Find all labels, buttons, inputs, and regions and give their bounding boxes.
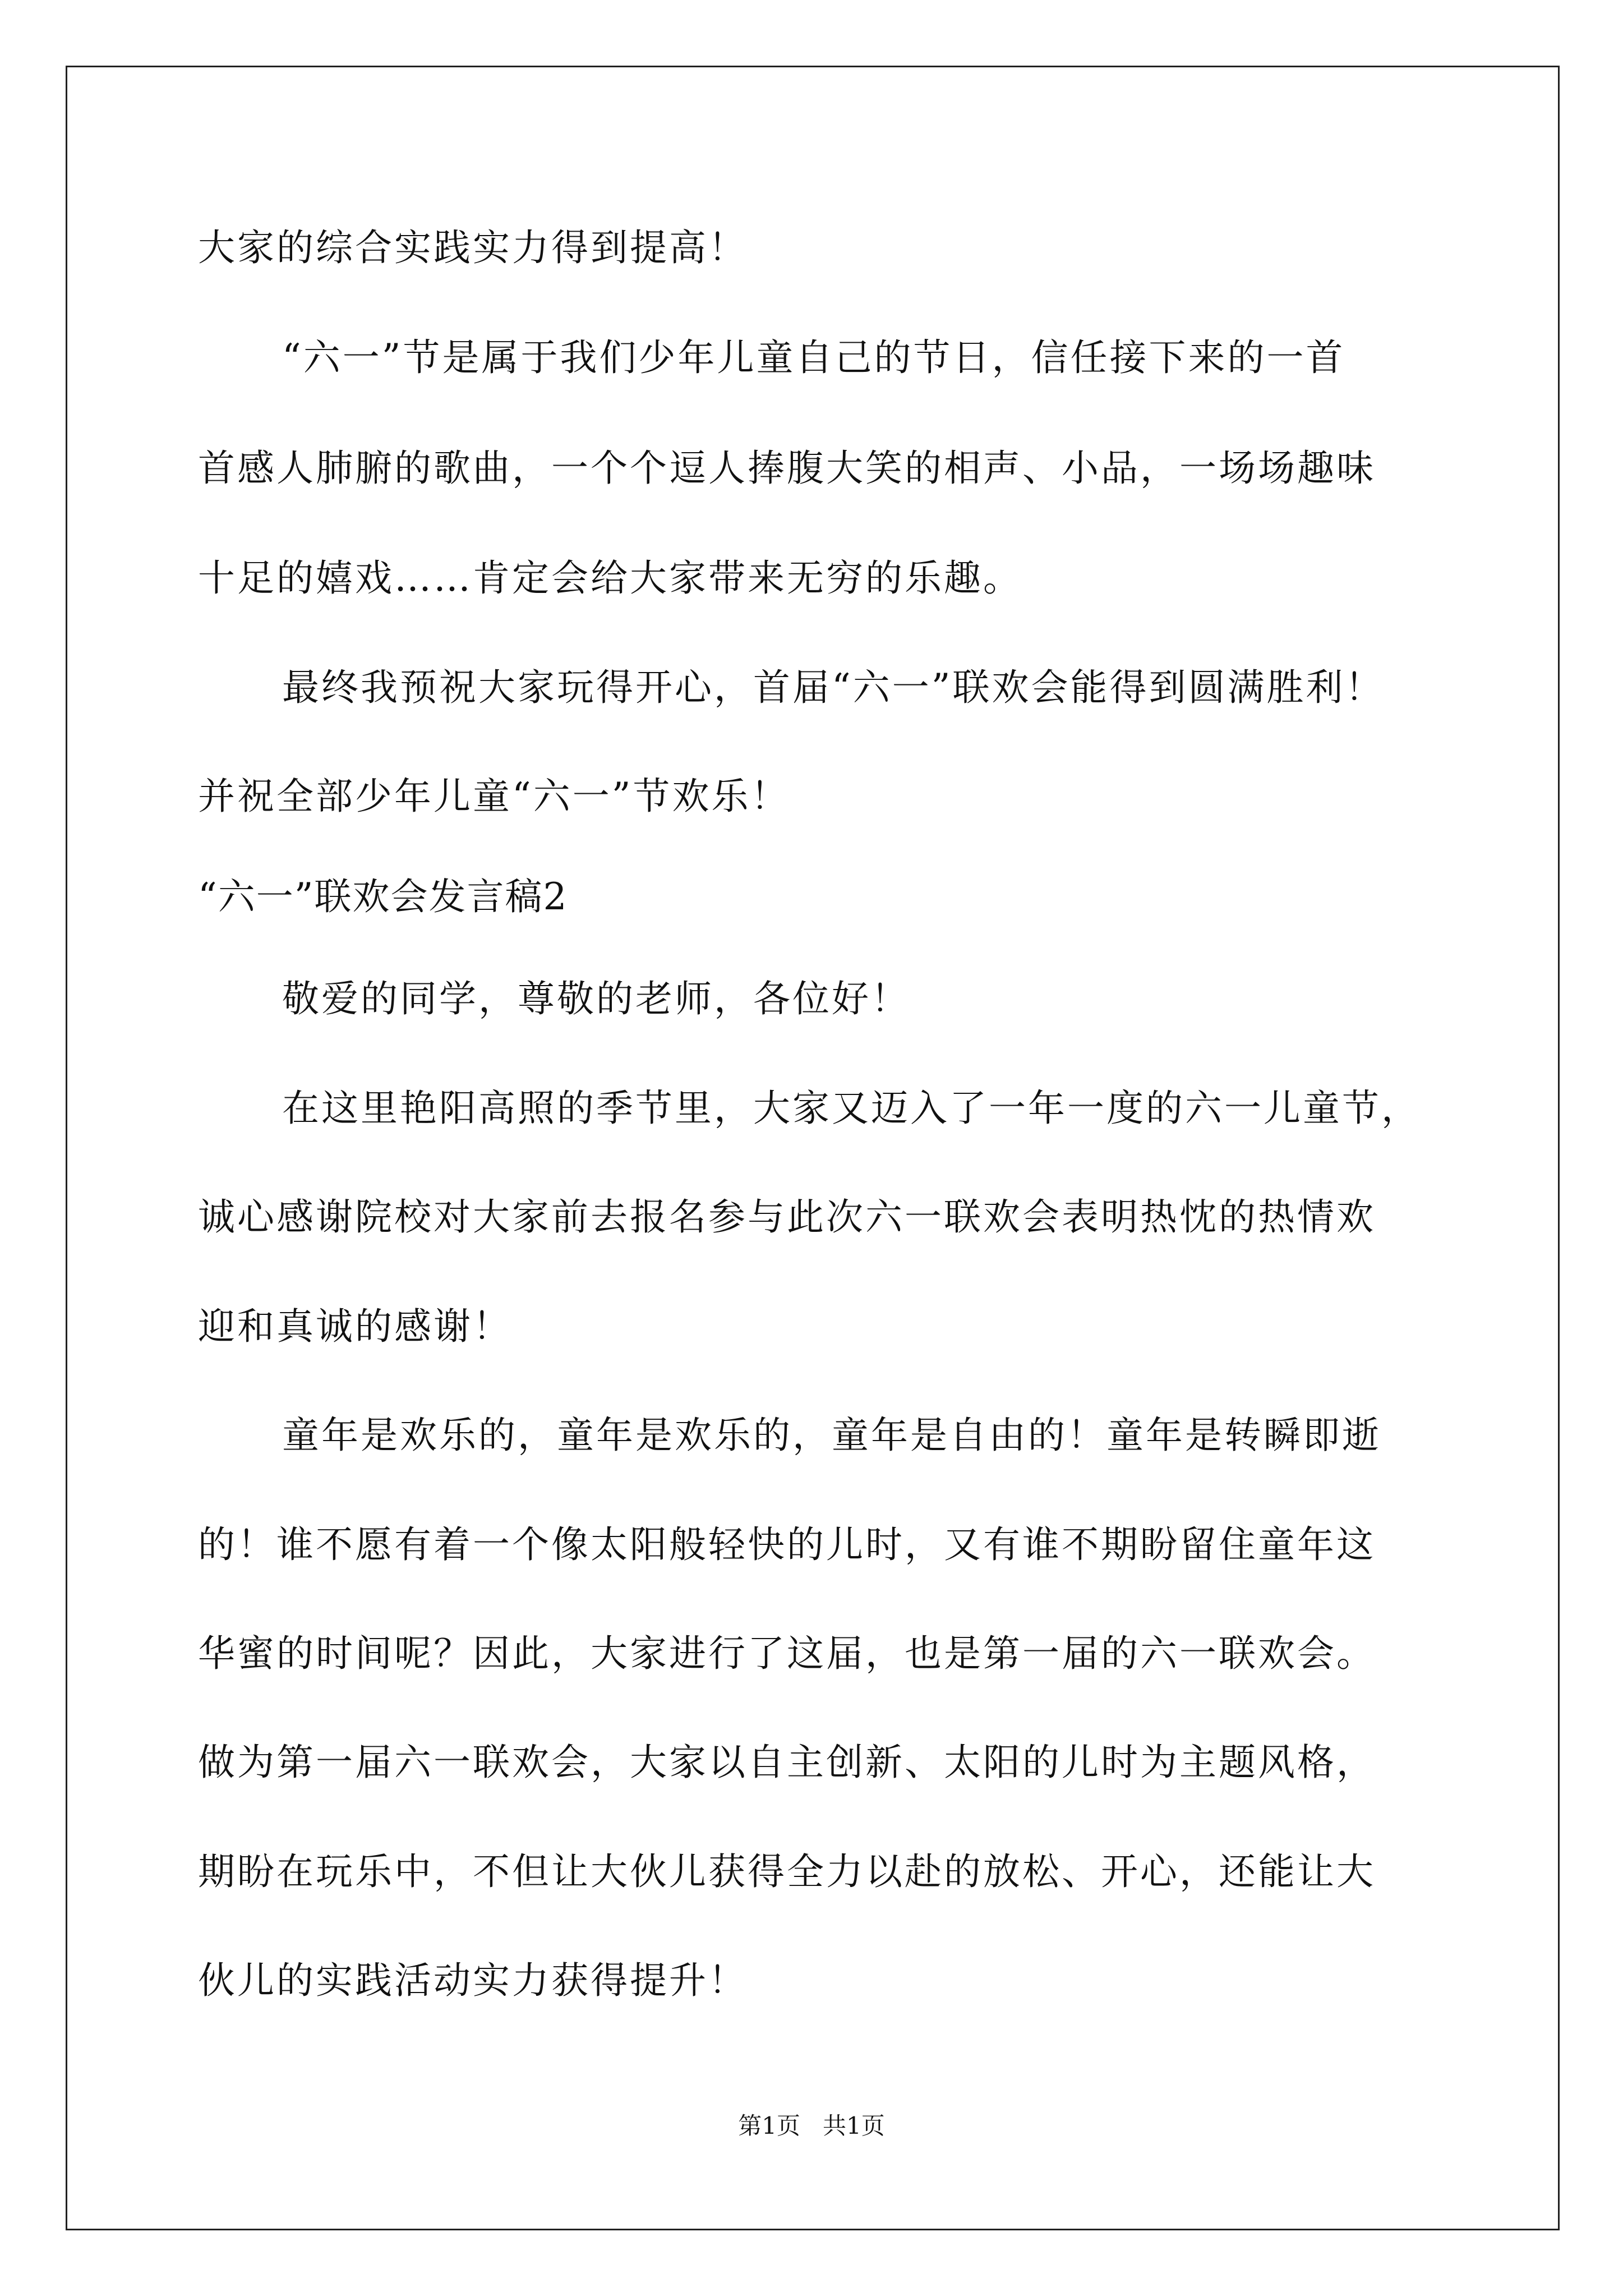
text-line: 大家的综合实践实力得到提高！ (198, 226, 748, 269)
text-line: 诚心感谢院校对大家前去报名参与此次六一联欢会表明热忱的热情欢 (198, 1195, 1376, 1239)
text-line: 的！谁不愿有着一个像太阳般轻快的儿时，又有谁不期盼留住童年这 (198, 1523, 1376, 1566)
text-line: 敬爱的同学，尊敬的老师，各位好！ (282, 977, 910, 1020)
text-line: “六一”节是属于我们少年儿童自己的节日，信任接下来的一首 (282, 336, 1345, 379)
text-line: 十足的嬉戏……肯定会给大家带来无穷的乐趣。 (198, 556, 1022, 600)
text-line: 并祝全部少年儿童“六一”节欢乐！ (198, 775, 790, 818)
text-line: 首感人肺腑的歌曲，一个个逗人捧腹大笑的相声、小品，一场场趣味 (198, 447, 1376, 490)
text-line: 在这里艳阳高照的季节里，大家又迈入了一年一度的六一儿童节， (282, 1087, 1421, 1130)
text-line: 伙儿的实践活动实力获得提升！ (198, 1959, 748, 2002)
section-heading: “六一”联欢会发言稿2 (198, 875, 568, 918)
page-footer: 第1页 共1页 (738, 2112, 885, 2139)
text-line: 最终我预祝大家玩得开心，首届“六一”联欢会能得到圆满胜利！ (282, 666, 1385, 709)
page-border (66, 66, 1560, 2230)
text-line: 华蜜的时间呢？因此，大家进行了这届，也是第一届的六一联欢会。 (198, 1632, 1376, 1675)
text-line: 童年是欢乐的，童年是欢乐的，童年是自由的！童年是转瞬即逝 (282, 1414, 1381, 1457)
text-line: 迎和真诚的感谢！ (198, 1305, 512, 1348)
text-line: 做为第一届六一联欢会，大家以自主创新、太阳的儿时为主题风格， (198, 1741, 1376, 1784)
text-line: 期盼在玩乐中，不但让大伙儿获得全力以赴的放松、开心，还能让大 (198, 1850, 1376, 1893)
